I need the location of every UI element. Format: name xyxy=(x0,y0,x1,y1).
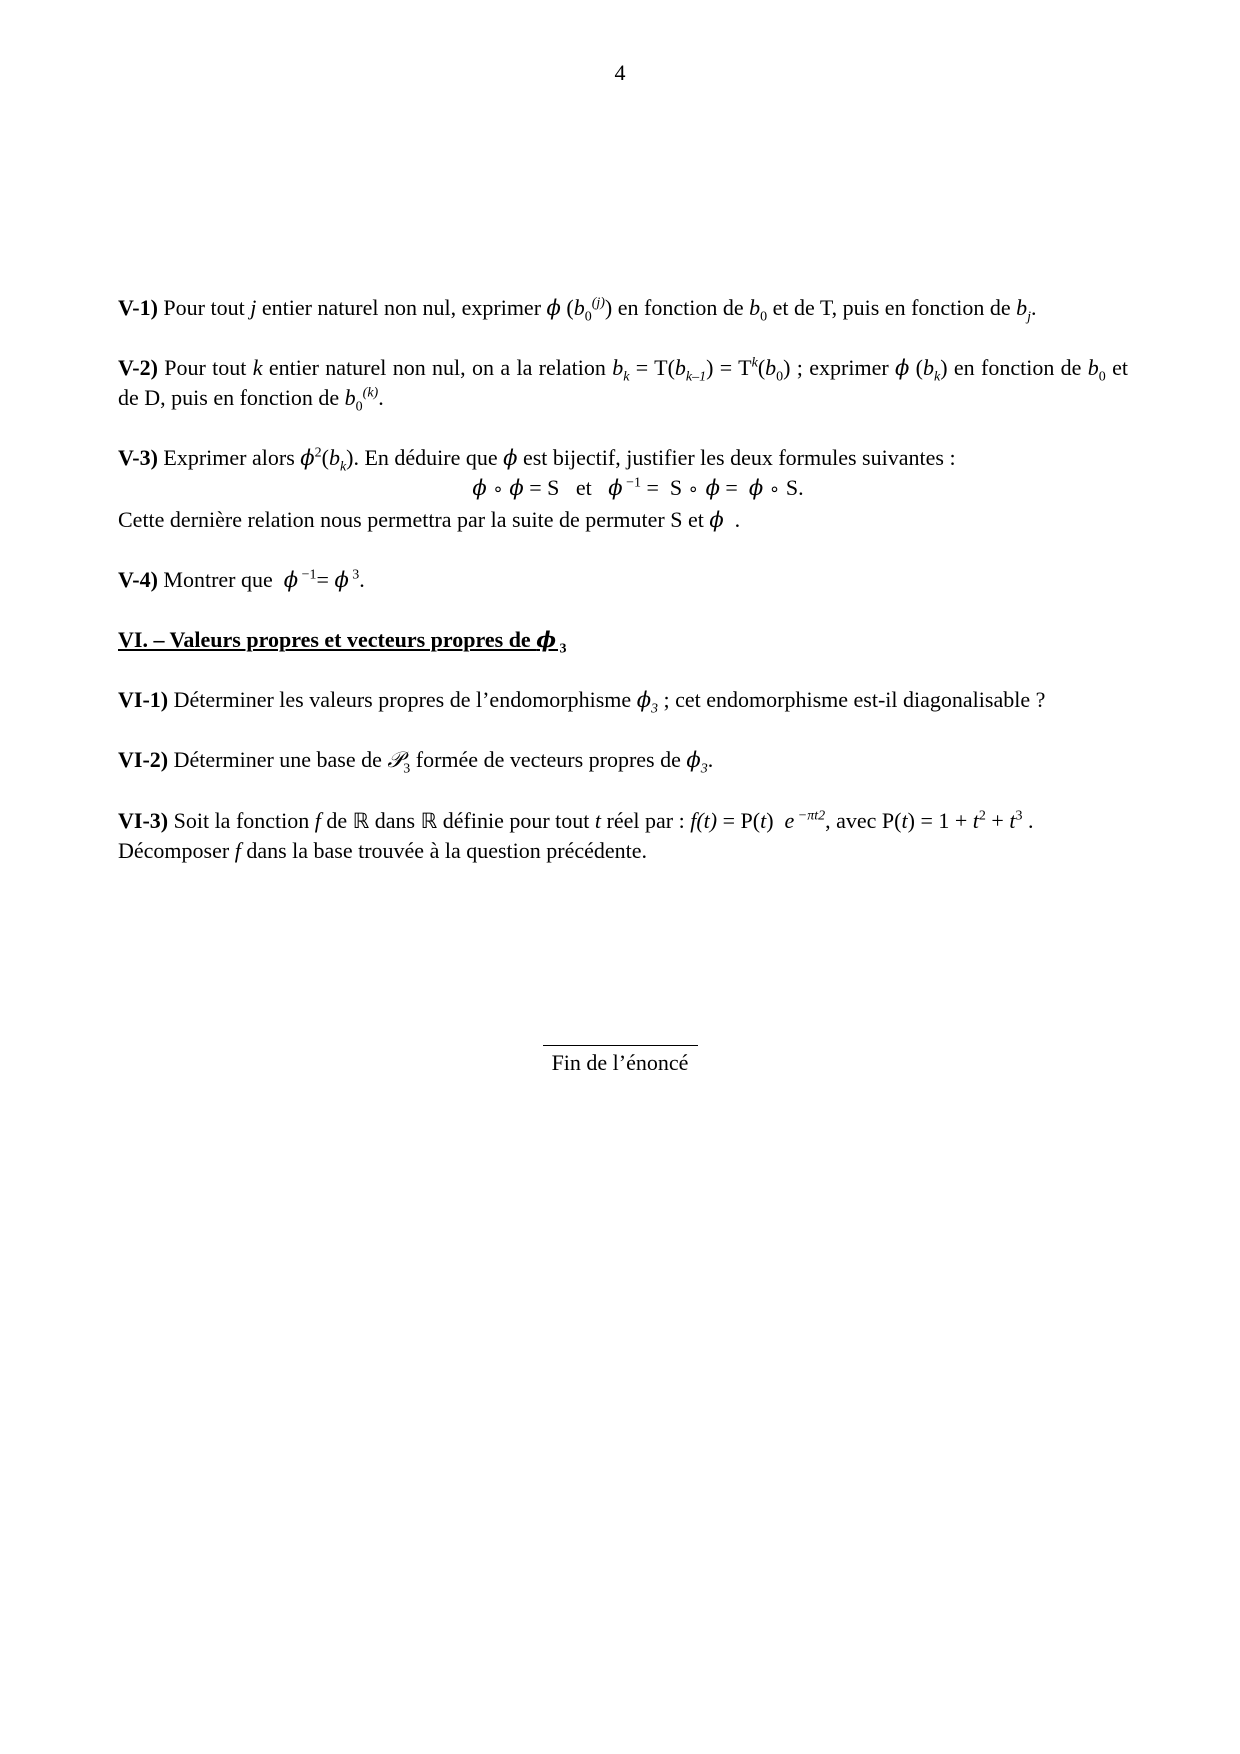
page-content xyxy=(118,293,1128,866)
phi-symbol: ϕ xyxy=(334,568,349,592)
question-v4: V-4) Montrer que ϕ $^{-1}$= ϕ $^3$. xyxy=(118,567,365,592)
question-v3: V-3) Exprimer alors $\phi^2(b_k)$. En déduire que ϕ est bijectif, justifier les deux formules suivantes : ϕ ∘ ϕ = S et ϕ $^{-1}$ = S ∘ ϕ = ϕ ∘ S. Cette dernière relation nous permettra par la suite de permuter S et ϕ . xyxy=(118,443,1128,535)
phi-symbol: ϕ xyxy=(895,356,910,380)
question-vi3: VI-3) Soit la fonction f de ℝ dans ℝ définie pour tout t réel par : f(t) = P(t) e $^{-\pi t2}$, avec $P(t) = 1 + t^2 + t^3$ . Décomposer f dans la base trouvée à la question précédente. xyxy=(118,808,1034,863)
phi-symbol: ϕ xyxy=(300,446,315,470)
question-v2: V-2) Pour tout k entier naturel non nul, on a la relation $b_k = T(b_{k-1}) = T^k(b_0)$ ; exprimer ϕ $(b_k)$ en fonction de $b_0$ et de D, puis en fonction de $b_0^{(k)}$. xyxy=(118,355,1129,415)
reals-symbol: ℝ xyxy=(352,809,370,833)
question-label: V-2) xyxy=(118,355,158,380)
phi-symbol: ϕ xyxy=(709,508,724,532)
question-vi1: VI-1) Déterminer les valeurs propres de l’endomorphisme $\phi_3$ ; cet endomorphisme est-il diagonalisable ? xyxy=(118,687,1046,717)
question-label: VI-3) xyxy=(118,808,169,833)
question-label: VI-2) xyxy=(118,747,169,772)
formula-line: ϕ ∘ ϕ = S et ϕ $^{-1}$ = S ∘ ϕ = ϕ ∘ S. xyxy=(472,475,804,500)
question-label: V-4) xyxy=(118,567,158,592)
section-title: VI. – Valeurs propres et vecteurs propres de ϕ $_3$ xyxy=(118,627,567,657)
phi-symbol: ϕ xyxy=(546,296,561,320)
question-v1: V-1) Pour tout j entier naturel non nul, exprimer ϕ $(b_0^{(j)})$ en fonction de $b_0$ et de T, puis en fonction de $b_j$. xyxy=(118,295,1037,325)
question-label: V-1) xyxy=(118,295,158,320)
end-of-statement xyxy=(0,1045,1240,1076)
phi-symbol: ϕ xyxy=(536,627,556,652)
phi-symbol: ϕ xyxy=(283,568,299,592)
page-number: 4 xyxy=(614,60,626,85)
phi-symbol: ϕ xyxy=(636,688,652,712)
question-label: V-3) xyxy=(118,445,158,470)
question-label: VI-1) xyxy=(118,687,169,712)
end-rule xyxy=(543,1045,698,1046)
question-vi2: VI-2) Déterminer une base de 𝒫$_3$ formée de vecteurs propres de $\phi_3$. xyxy=(118,747,714,777)
phi-symbol: ϕ xyxy=(503,446,518,470)
phi-symbol: ϕ xyxy=(686,748,701,772)
end-text: Fin de l’énoncé xyxy=(551,1050,689,1075)
reals-symbol: ℝ xyxy=(420,809,438,833)
polynomial-space-symbol: 𝒫 xyxy=(387,748,404,773)
